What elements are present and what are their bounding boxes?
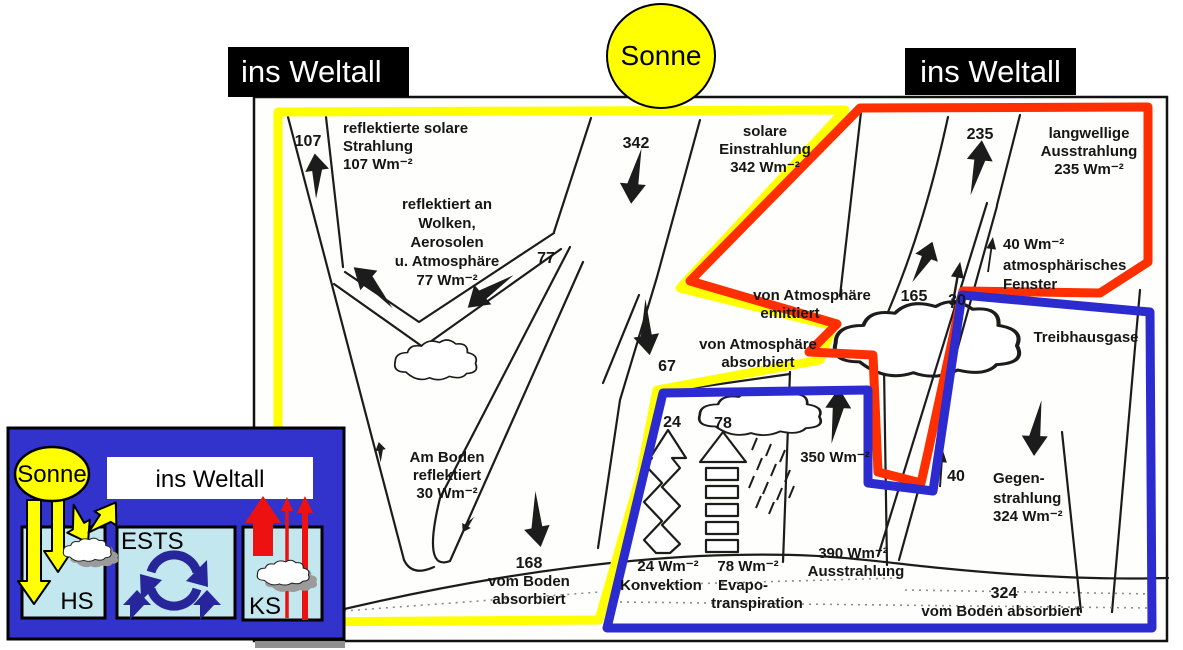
label-evapo-2: Evapo- bbox=[717, 577, 769, 594]
value-168: 168 bbox=[515, 555, 543, 572]
label-350: 350 Wm⁻² bbox=[800, 449, 870, 466]
label-convection-1: 24 Wm⁻² bbox=[637, 558, 699, 575]
value-165: 165 bbox=[900, 288, 928, 305]
label-cloud-reflection-1: reflektiert an bbox=[401, 196, 493, 213]
label-ground-reflected-1: Am Boden bbox=[409, 449, 485, 466]
label-cloud-reflection-2: Wolken, bbox=[418, 215, 476, 232]
label-reflected-solar-2: Strahlung bbox=[343, 138, 413, 155]
label-emitted-1: von Atmosphäre bbox=[753, 287, 871, 304]
label-solar-input-1: solare bbox=[742, 123, 788, 140]
legend-space-label: ins Weltall bbox=[155, 466, 265, 493]
legend-sun-label: Sonne bbox=[17, 461, 87, 488]
label-emitted-2: emittiert bbox=[760, 305, 820, 322]
label-counter-3: 324 Wm⁻² bbox=[993, 508, 1063, 525]
label-evapo-3: transpiration bbox=[711, 595, 803, 612]
legend-ks-label: KS bbox=[248, 593, 282, 620]
value-235: 235 bbox=[966, 126, 994, 143]
label-ground-absorbed-2: absorbiert bbox=[492, 591, 566, 608]
legend bbox=[8, 428, 344, 639]
label-longwave-3: 235 Wm⁻² bbox=[1054, 161, 1124, 178]
label-cloud-reflection-5: 77 Wm⁻² bbox=[416, 272, 478, 289]
frame-shadow bbox=[255, 641, 345, 648]
label-window-2: atmosphärisches bbox=[1003, 257, 1127, 274]
label-longwave-2: Ausstrahlung bbox=[1040, 143, 1138, 160]
value-30: 30 bbox=[948, 292, 966, 309]
label-390-2: Ausstrahlung bbox=[807, 563, 905, 580]
label-cloud-reflection-3: Aerosolen bbox=[410, 234, 484, 251]
label-reflected-solar-3: 107 Wm⁻² bbox=[343, 156, 413, 173]
value-324: 324 bbox=[990, 585, 1018, 602]
value-78: 78 bbox=[714, 415, 732, 432]
label-solar-input-2: Einstrahlung bbox=[719, 141, 811, 158]
label-atm-absorbed-1: von Atmosphäre bbox=[699, 336, 817, 353]
sun-label: Sonne bbox=[620, 40, 702, 71]
label-atm-absorbed-2: absorbiert bbox=[721, 354, 795, 371]
label-convection-2: Konvektion bbox=[620, 577, 702, 594]
legend-hs-label: HS bbox=[60, 588, 94, 615]
label-ground-absorbed-1: vom Boden bbox=[488, 573, 570, 590]
label-324-absorbed: vom Boden absorbiert bbox=[921, 603, 1081, 620]
legend-ests-label: ESTS bbox=[121, 528, 184, 555]
label-window-3: Fenster bbox=[1003, 276, 1058, 293]
label-longwave-1: langwellige bbox=[1048, 125, 1130, 142]
label-ground-reflected-2: reflektiert bbox=[412, 467, 482, 484]
sun-badge bbox=[606, 3, 716, 109]
label-evapo-1: 78 Wm⁻² bbox=[717, 558, 779, 575]
label-window-1: 40 Wm⁻² bbox=[1003, 236, 1065, 253]
label-ground-reflected-3: 30 Wm⁻² bbox=[416, 485, 478, 502]
space-label-left: ins Weltall bbox=[228, 47, 409, 97]
value-24: 24 bbox=[663, 414, 681, 431]
label-reflected-solar-1: reflektierte solare bbox=[343, 120, 469, 137]
value-67: 67 bbox=[658, 358, 676, 375]
label-cloud-reflection-4: u. Atmosphäre bbox=[394, 253, 500, 270]
diagram-frame bbox=[254, 97, 1167, 641]
value-77: 77 bbox=[537, 250, 555, 267]
value-342: 342 bbox=[622, 135, 650, 152]
label-counter-2: strahlung bbox=[993, 490, 1062, 507]
label-390-1: 390 Wm⁻² bbox=[818, 545, 888, 562]
label-solar-input-3: 342 Wm⁻² bbox=[730, 159, 800, 176]
value-107: 107 bbox=[294, 133, 322, 150]
label-counter-1: Gegen- bbox=[993, 470, 1045, 487]
space-label-right: ins Weltall bbox=[905, 48, 1076, 95]
label-greenhouse: Treibhausgase bbox=[1033, 329, 1139, 346]
value-40: 40 bbox=[947, 468, 965, 485]
